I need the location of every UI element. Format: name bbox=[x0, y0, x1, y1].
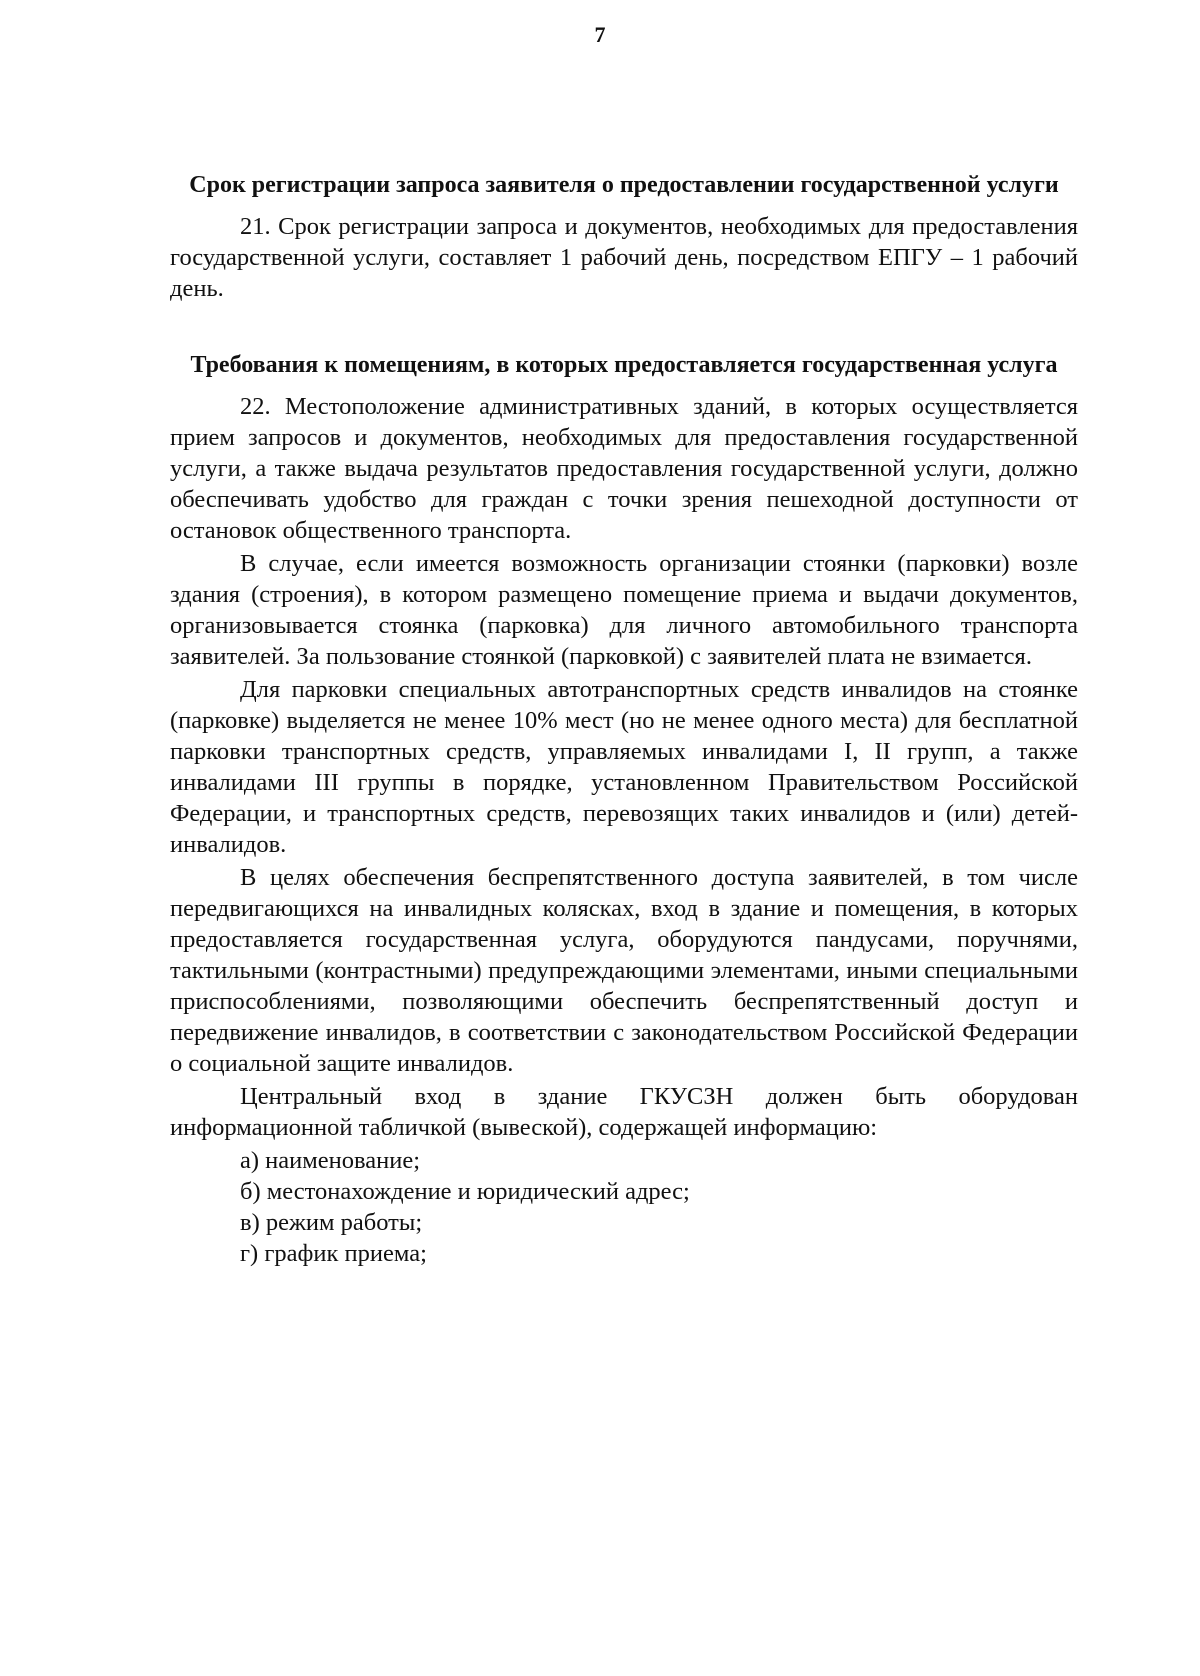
page-number: 7 bbox=[594, 22, 606, 47]
paragraph-accessibility: В целях обеспечения беспрепятственного доступа заявителей, в том числе передвигающихся на инвалидных колясках, вход в здание и помещения, в которых предоставляется государственная услуга, оборудуются пандусами, поручнями, тактильными (контрастными) предупреждающими элементами, иными специальными приспособлениями, позволяющими обеспечить беспрепятственный доступ и передвижение инвалидов, в соответствии с законодательством Российской Федерации о социальной защите инвалидов. bbox=[170, 864, 1078, 1077]
section-heading-registration-term: Срок регистрации запроса заявителя о предоставлении государственной услуги bbox=[189, 172, 1059, 198]
document-body bbox=[170, 170, 1078, 1269]
list-item: в) режим работы; bbox=[240, 1209, 423, 1236]
list-item: б) местонахождение и юридический адрес; bbox=[240, 1178, 690, 1205]
section-heading-premises-requirements: Требования к помещениям, в которых предоставляется государственная услуга bbox=[190, 352, 1058, 378]
paragraph-21: 21. Срок регистрации запроса и документов, необходимых для предоставления государственной услуги, составляет 1 рабочий день, посредством ЕПГУ – 1 рабочий день. bbox=[170, 213, 1078, 302]
list-item: г) график приема; bbox=[240, 1240, 427, 1267]
list-item: а) наименование; bbox=[240, 1147, 421, 1174]
sign-info-list bbox=[170, 1145, 1078, 1269]
paragraph-22: 22. Местоположение административных зданий, в которых осуществляется прием запросов и документов, необходимых для предоставления государственной услуги, а также выдача результатов предоставления государственной услуги, должно обеспечивать удобство для граждан с точки зрения пешеходной доступности от остановок общественного транспорта. bbox=[170, 393, 1078, 544]
paragraph-disabled-parking: Для парковки специальных автотранспортных средств инвалидов на стоянке (парковке) выделяется не менее 10% мест (но не менее одного места) для бесплатной парковки транспортных средств, управляемых инвалидами I, II групп, а также инвалидами III группы в порядке, установленном Правительством Российской Федерации, и транспортных средств, перевозящих таких инвалидов и (или) детей-инвалидов. bbox=[170, 676, 1078, 858]
paragraph-entrance-sign: Центральный вход в здание ГКУСЗН должен быть оборудован информационной табличкой (вывеской), содержащей информацию: bbox=[170, 1083, 1078, 1141]
paragraph-parking: В случае, если имеется возможность организации стоянки (парковки) возле здания (строения), в котором размещено помещение приема и выдачи документов, организовывается стоянка (парковка) для личного автомобильного транспорта заявителей. За пользование стоянкой (парковкой) с заявителей плата не взимается. bbox=[170, 550, 1078, 670]
